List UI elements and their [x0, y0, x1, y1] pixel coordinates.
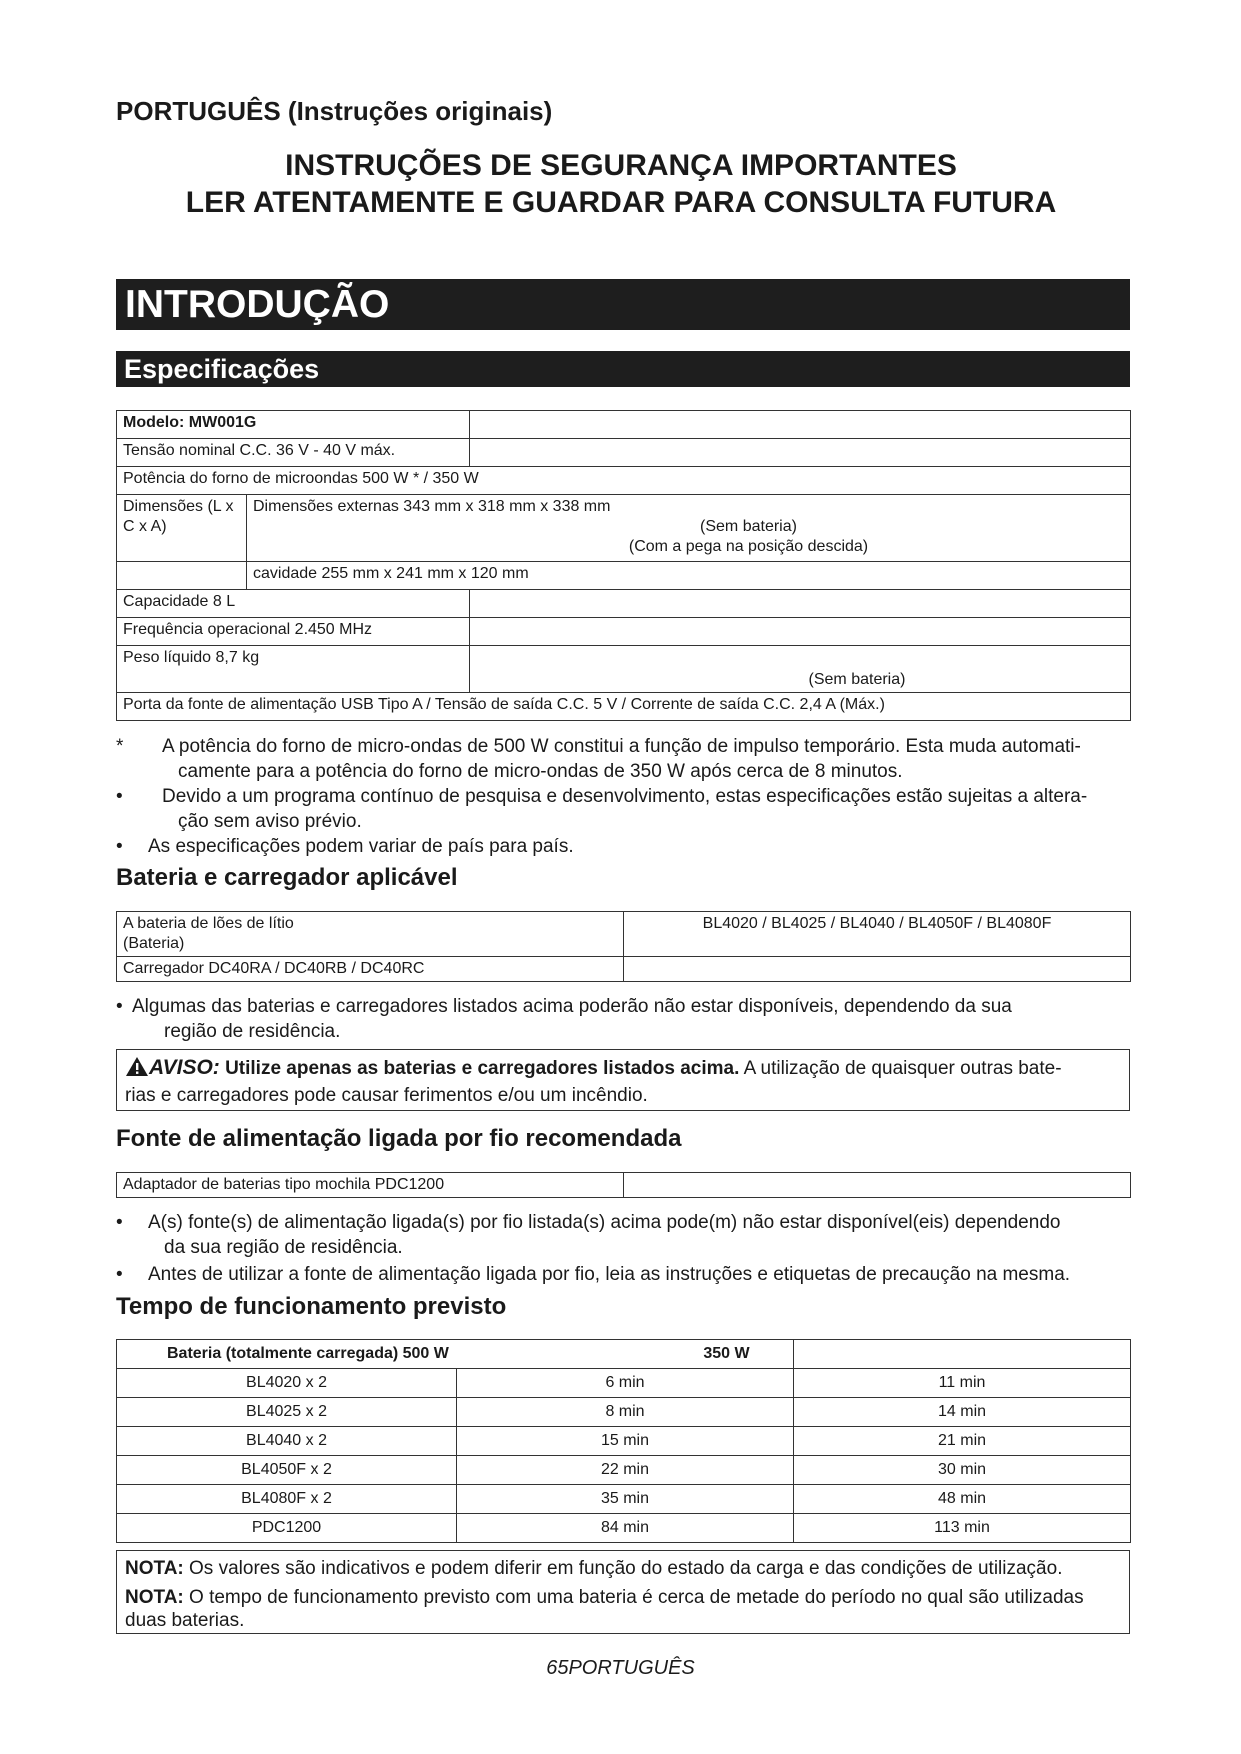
table-row — [117, 618, 1131, 646]
warning-bold-text: Utilize apenas as baterias e carregadores listados acima. — [225, 1058, 740, 1079]
spec-dim-empty — [117, 562, 247, 590]
runtime-header-battery-text: Bateria (totalmente carregada) 500 W — [167, 1345, 449, 1362]
runtime-header-350w: 350 W — [703, 1345, 750, 1362]
spec-cell-empty — [470, 439, 1131, 467]
runtime-cell-w350: 21 min — [794, 1427, 1131, 1456]
table-row — [117, 1485, 1131, 1514]
list-item — [116, 734, 1130, 784]
bullet-icon: • — [116, 1264, 123, 1285]
spec-weight: Peso líquido 8,7 kg — [117, 646, 470, 693]
table-row — [117, 693, 1131, 721]
runtime-cell-w500: 8 min — [457, 1398, 794, 1427]
table-row — [117, 1398, 1131, 1427]
title-line-2: LER ATENTAMENTE E GUARDAR PARA CONSULTA FUTURA — [185, 186, 1057, 219]
runtime-cell-w350: 14 min — [794, 1398, 1131, 1427]
spec-cell-empty — [470, 411, 1131, 439]
cord-row1-empty — [624, 1173, 1131, 1198]
spec-dim-note2: (Com a pega na posição descida) — [628, 538, 869, 555]
battery-table — [116, 911, 1131, 982]
section-intro-heading: INTRODUÇÃO — [116, 279, 1130, 330]
battery-row1-label-text: A bateria de lões de lítio (Bateria) — [123, 915, 294, 952]
runtime-cell-battery: BL4050F x 2 — [117, 1456, 457, 1485]
nota-1 — [125, 1557, 1121, 1580]
warning-triangle-icon — [125, 1056, 149, 1084]
section-specs-heading: Especificações — [116, 351, 1130, 387]
table-row — [117, 1369, 1131, 1398]
bullet-icon: • — [116, 786, 123, 807]
list-item — [116, 1210, 1130, 1260]
bullet-icon: • — [116, 1212, 123, 1233]
warning-text-line2: rias e carregadores pode causar ferimentos e/ou um incêndio. — [125, 1085, 648, 1106]
warning-text: A utilização de quaisquer outras bate- — [743, 1058, 1062, 1079]
runtime-cell-w500: 22 min — [457, 1456, 794, 1485]
spec-dimensions-label: Dimensões (L x C x A) — [117, 495, 247, 562]
page-footer: 65PORTUGUÊS — [546, 1657, 695, 1679]
table-row — [117, 495, 1131, 562]
runtime-cell-battery: BL4040 x 2 — [117, 1427, 457, 1456]
runtime-cell-w500: 84 min — [457, 1514, 794, 1543]
battery-row2-empty — [624, 957, 1131, 982]
table-row — [117, 467, 1131, 495]
warning-label: AVISO: — [149, 1056, 220, 1079]
note-line: A(s) fonte(s) de alimentação ligada(s) por fio listada(s) acima pode(m) não estar disponível(eis) dependendo — [148, 1212, 1061, 1233]
spec-table — [116, 410, 1131, 721]
note-line: região de residência. — [164, 1021, 341, 1042]
note-line: ção sem aviso prévio. — [178, 811, 362, 832]
note-line: camente para a potência do forno de micro-ondas de 350 W após cerca de 8 minutos. — [178, 761, 903, 782]
bullet-icon: • — [116, 996, 123, 1017]
table-row — [117, 1456, 1131, 1485]
list-item — [116, 994, 1130, 1044]
table-row — [117, 912, 1131, 957]
table-row — [117, 1514, 1131, 1543]
spec-frequency: Frequência operacional 2.450 MHz — [117, 618, 470, 646]
cord-notes — [116, 1210, 1130, 1287]
runtime-cell-w350: 30 min — [794, 1456, 1131, 1485]
spec-weight-note: (Sem bateria) — [470, 646, 1131, 693]
runtime-cell-w350: 113 min — [794, 1514, 1131, 1543]
spec-dim-note1: (Sem bateria) — [700, 518, 797, 535]
cord-section-title: Fonte de alimentação ligada por fio recomendada — [116, 1125, 682, 1152]
runtime-cell-w500: 15 min — [457, 1427, 794, 1456]
title-line-1: INSTRUÇÕES DE SEGURANÇA IMPORTANTES — [285, 149, 957, 182]
spec-dim-external: Dimensões externas 343 mm x 318 mm x 338 mm — [253, 498, 611, 515]
asterisk-marker: * — [116, 736, 124, 757]
spec-notes — [116, 734, 1130, 859]
nota-2 — [125, 1586, 1121, 1632]
spec-cell-empty — [470, 618, 1131, 646]
runtime-section-title: Tempo de funcionamento previsto — [116, 1293, 507, 1320]
language-header: PORTUGUÊS (Instruções originais) — [116, 96, 553, 126]
spec-dim-external-cell — [247, 495, 1131, 562]
runtime-cell-battery: PDC1200 — [117, 1514, 457, 1543]
battery-row2-label: Carregador DC40RA / DC40RB / DC40RC — [117, 957, 624, 982]
cord-table — [116, 1172, 1131, 1198]
spec-power: Potência do forno de microondas 500 W * / 350 W — [117, 467, 1131, 495]
cord-row1-label: Adaptador de baterias tipo mochila PDC1200 — [117, 1173, 624, 1198]
nota-1-label: NOTA: — [125, 1558, 184, 1579]
warning-box — [116, 1049, 1130, 1111]
list-item — [116, 834, 1130, 859]
list-item — [116, 784, 1130, 834]
table-row — [117, 439, 1131, 467]
runtime-cell-w350: 48 min — [794, 1485, 1131, 1514]
list-item — [116, 1262, 1130, 1287]
table-row — [117, 411, 1131, 439]
table-row — [117, 957, 1131, 982]
spec-usb: Porta da fonte de alimentação USB Tipo A / Tensão de saída C.C. 5 V / Corrente de saída C.C. 2,4 A (Máx.) — [117, 693, 1131, 721]
battery-section-title: Bateria e carregador aplicável — [116, 864, 458, 891]
runtime-header-battery — [117, 1340, 794, 1369]
battery-row1-label — [117, 912, 624, 957]
runtime-cell-w500: 6 min — [457, 1369, 794, 1398]
runtime-header-empty — [794, 1340, 1131, 1369]
runtime-cell-battery: BL4080F x 2 — [117, 1485, 457, 1514]
nota-box — [116, 1550, 1130, 1634]
spec-capacity: Capacidade 8 L — [117, 590, 470, 618]
runtime-cell-battery: BL4020 x 2 — [117, 1369, 457, 1398]
runtime-body — [117, 1369, 1131, 1543]
nota-1-text: Os valores são indicativos e podem diferir em função do estado da carga e das condições de utilização. — [189, 1558, 1063, 1579]
note-line: Algumas das baterias e carregadores listados acima poderão não estar disponíveis, dependendo da sua — [132, 996, 1012, 1017]
runtime-table — [116, 1339, 1131, 1543]
battery-row1-value: BL4020 / BL4025 / BL4040 / BL4050F / BL4080F — [624, 912, 1131, 957]
note-line: Devido a um programa contínuo de pesquisa e desenvolvimento, estas especificações estão sujeitas a altera- — [162, 786, 1088, 807]
runtime-cell-w500: 35 min — [457, 1485, 794, 1514]
spec-voltage: Tensão nominal C.C. 36 V - 40 V máx. — [117, 439, 470, 467]
battery-notes — [116, 994, 1130, 1044]
note-line: A potência do forno de micro-ondas de 500 W constitui a função de impulso temporário. Esta muda automati- — [162, 736, 1081, 757]
table-row — [117, 1427, 1131, 1456]
table-row — [117, 562, 1131, 590]
runtime-cell-battery: BL4025 x 2 — [117, 1398, 457, 1427]
runtime-cell-w350: 11 min — [794, 1369, 1131, 1398]
note-line: da sua região de residência. — [164, 1237, 403, 1258]
bullet-icon: • — [116, 836, 123, 857]
table-row — [117, 1340, 1131, 1369]
table-row — [117, 1173, 1131, 1198]
spec-dim-cavity: cavidade 255 mm x 241 mm x 120 mm — [247, 562, 1131, 590]
note-line: Antes de utilizar a fonte de alimentação ligada por fio, leia as instruções e etiquetas de precaução na mesma. — [148, 1264, 1071, 1285]
table-row — [117, 590, 1131, 618]
spec-cell-empty — [470, 590, 1131, 618]
table-row — [117, 646, 1131, 693]
nota-2-label: NOTA: — [125, 1587, 184, 1608]
note-line: As especificações podem variar de país para país. — [148, 836, 574, 857]
nota-2-text: O tempo de funcionamento previsto com uma bateria é cerca de metade do período no qual são utilizadas duas baterias. — [125, 1587, 1084, 1631]
spec-model: Modelo: MW001G — [117, 411, 470, 439]
